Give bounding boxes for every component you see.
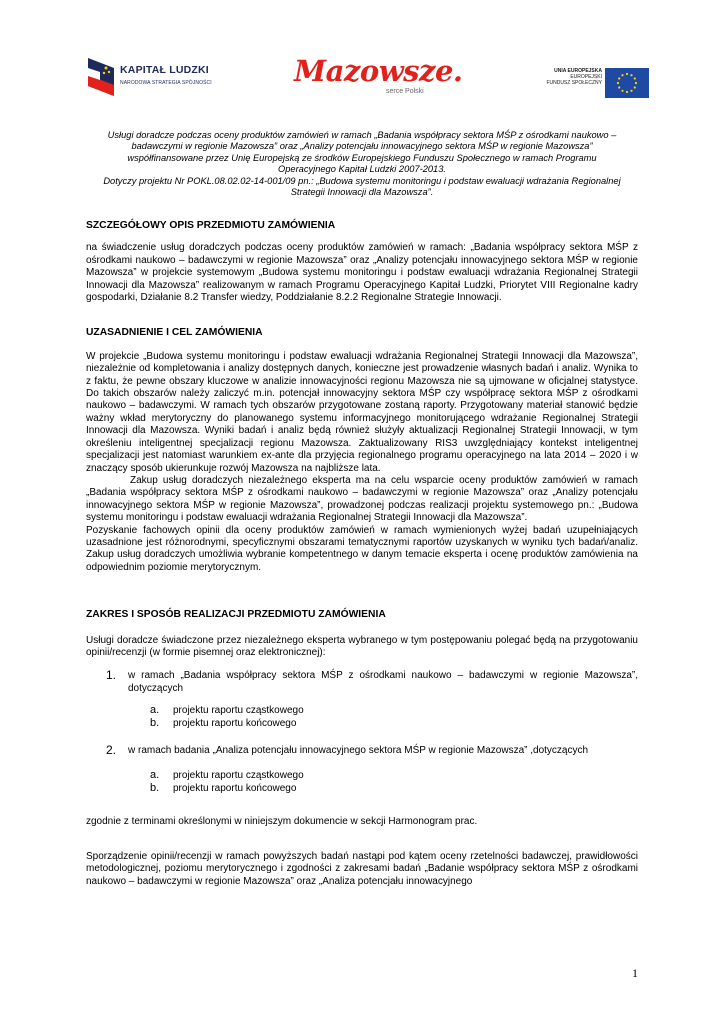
sub-list-item: [150, 704, 638, 717]
sub-list-item: [150, 769, 638, 782]
sub-list-item-letter: b.: [150, 717, 160, 730]
eu-logo-text: [546, 68, 602, 87]
section-heading-uzasadnienie: UZASADNIENIE I CEL ZAMÓWIENIA: [86, 327, 263, 339]
sub-list-item-text: projektu raportu końcowego: [173, 718, 297, 730]
kapital-ludzki-logo: [86, 56, 236, 100]
sub-list-item: [150, 717, 638, 730]
page-number: 1: [632, 966, 638, 980]
list-item: [86, 669, 638, 695]
sub-list-item-text: projektu raportu końcowego: [173, 782, 297, 794]
eu-line2: EUROPEJSKI: [570, 74, 602, 81]
sub-list-item-text: projektu raportu cząstkowego: [173, 769, 304, 781]
eu-line3: FUNDUSZ SPOŁECZNY: [546, 80, 602, 87]
mazowsze-tagline: serce Polski: [386, 88, 424, 95]
intro-line: Operacyjnego Kapitał Ludzki 2007-2013.: [278, 164, 446, 175]
intro-line: badawczymi w regionie Mazowsza” oraz „Analizy potencjału innowacyjnego sektora MŚP w regionie Mazowsza”: [131, 141, 593, 152]
document-intro: [86, 130, 638, 198]
list-item-number: 2.: [106, 743, 117, 758]
sub-list-item-letter: a.: [150, 704, 160, 717]
sub-list-item-text: projektu raportu cząstkowego: [173, 705, 304, 717]
eu-line1: UNIA EUROPEJSKA: [554, 68, 602, 74]
intro-line: Usługi doradcze podczas oceny produktów zamówień w ramach „Badania współpracy sektora MŚP z ośrodkami naukowo –: [107, 130, 617, 140]
mazowsze-logo: [294, 54, 463, 102]
kapital-ludzki-title: KAPITAŁ LUDZKI: [120, 64, 209, 76]
intro-line: współfinansowane przez Unię Europejską ze środków Europejskiego Funduszu Społecznego w ramach Programu: [127, 152, 597, 163]
uzasadnienie-paragraph-2: Zakup usług doradczych niezależnego eksperta ma na celu wsparcie oceny produktów zamówień w ramach „Badania współpracy sektora MŚP z ośrodkami naukowo – badawczymi w regionie Mazowsza” oraz „Analizy potencjału innowacyjnego sektora MŚP w regionie Mazowsza”, prowadzonej podczas realizacji projektu systemowego pn.: „Budowa systemu monitoringu i podstaw ewaluacji wdrażania Regionalnej Strategii Innowacji dla Mazowsza”.: [86, 474, 638, 524]
intro-line: Dotyczy projektu Nr POKL.08.02.02-14-001/09 pn.: „Budowa systemu monitoringu i podstaw ewaluacji wdrażania Regionalnej: [103, 175, 621, 186]
document-body: [86, 220, 638, 888]
mazowsze-wordmark: Mazowsze.: [294, 54, 463, 88]
sub-list-item-letter: a.: [150, 768, 160, 781]
uzasadnienie-paragraph-3: Pozyskanie fachowych opinii dla oceny produktów zamówień w ramach wymienionych wyżej badań uzupełniających uzasadnione jest różnorodnymi, specyficznymi obszarami tematycznymi raportów uzyskanych w wyniku tych badań/analiz. Zakup usług doradczych umożliwia wybranie kompetentnego w danym temacie eksperta i ocenę produktów zamówienia na odpowiednim poziomie merytorycznym.: [86, 524, 638, 573]
list-item: [86, 744, 638, 757]
sub-list-item-letter: b.: [150, 781, 160, 794]
zakres-paragraph-2: zgodnie z terminami określonymi w niniejszym dokumencie w sekcji Harmonogram prac.: [86, 815, 478, 827]
section-heading-zakres: ZAKRES I SPOSÓB REALIZACJI PRZEDMIOTU ZAMÓWIENIA: [86, 609, 386, 621]
list-item-text: w ramach „Badania współpracy sektora MŚP z ośrodkami naukowo – badawczymi w regionie Mazowsza”, dotyczących: [128, 670, 638, 694]
intro-line: Strategii Innowacji dla Mazowsza”.: [290, 187, 434, 198]
header-logos: [86, 56, 652, 112]
sub-list-item: [150, 782, 638, 795]
kapital-ludzki-flag-icon: [88, 58, 114, 96]
zakres-paragraph-1: Usługi doradcze świadczone przez niezależnego eksperta wybranego w tym postępowaniu polegać będą na przygotowaniu opinii/recenzji (w formie pisemnej oraz elektronicznej):: [86, 634, 638, 658]
kapital-ludzki-subtitle: NARODOWA STRATEGIA SPÓJNOŚCI: [120, 80, 212, 86]
list-item-number: 1.: [106, 668, 117, 683]
list-item-text: w ramach badania „Analiza potencjału innowacyjnego sektora MŚP w regionie Mazowsza” ,dotyczących: [128, 745, 589, 757]
zakres-paragraph-3: Sporządzenie opinii/recenzji w ramach powyższych badań nastąpi pod kątem oceny rzetelności badawczej, prawidłowości metodologicznej, poziomu merytorycznego i zgodności z zakresami badań „Badanie współpracy sektora MŚP z ośrodkami naukowo – badawczymi w regionie Mazowsza” oraz „Analiza potencjału innowacyjnego: [86, 851, 638, 887]
eu-flag-icon: [605, 68, 649, 98]
opis-paragraph: na świadczenie usług doradczych podczas oceny produktów zamówień w ramach: „Badania współpracy sektora MŚP z ośrodkami naukowo – badawczymi w regionie Mazowsza” oraz „Analizy potencjału innowacyjnego sektora MŚP w regionie Mazowsza” w projekcie systemowym „Budowa systemu monitoringu i podstaw ewaluacji wdrażania Regionalnej Strategii Innowacji dla Mazowsza” realizowanym w ramach Programu Operacyjnego Kapitał Ludzki, Priorytet VIII Regionalne kadry gospodarki, Działanie 8.2 Transfer wiedzy, Poddziałanie 8.2.2 Regionalne Strategie Innowacji.: [86, 242, 638, 304]
uzasadnienie-paragraph-1: W projekcie „Budowa systemu monitoringu i podstaw ewaluacji wdrażania Regionalnej Strategii Innowacji dla Mazowsza”, niezależnie od kompletowania i analizy dostępnych danych, konieczne jest prowadzenie własnych badań i analiz. Wynika to z faktu, że pewne obszary kluczowe w analizie innowacyjności regionu Mazowsza nie są ujmowane w oficjalnej statystyce. Do takich obszarów należy zaliczyć m.in. potencjał innowacyjny sektora MŚP czy współpracę sektora MŚP z ośrodkami naukowo – badawczymi. W ramach tych obszarów przygotowane zostaną raporty. Przygotowany materiał stanowić będzie ważny wkład merytoryczny do planowanego systemu informacyjnego monitorującego wdrażanie Regionalnej Strategii Innowacji dla Mazowsza. Wyniki badań i analiz będą również służyły aktualizacji Regionalnej Strategii Innowacji, w tym określeniu inteligentnej specjalizacji regionu Mazowsza. Zaktualizowany RIS3 uwzględniający kontekst inteligentnej specjalizacji jest natomiast warunkiem ex-ante dla przyjęcia regionalnego programu operacyjnego na lata 2014 – 2020 i w znaczący sposób ukierunkuje rozwój Mazowsza na najbliższe lata.: [86, 350, 638, 474]
section-heading-opis: SZCZEGÓŁOWY OPIS PRZEDMIOTU ZAMÓWIENIA: [86, 220, 336, 231]
eu-logo: [512, 68, 652, 98]
